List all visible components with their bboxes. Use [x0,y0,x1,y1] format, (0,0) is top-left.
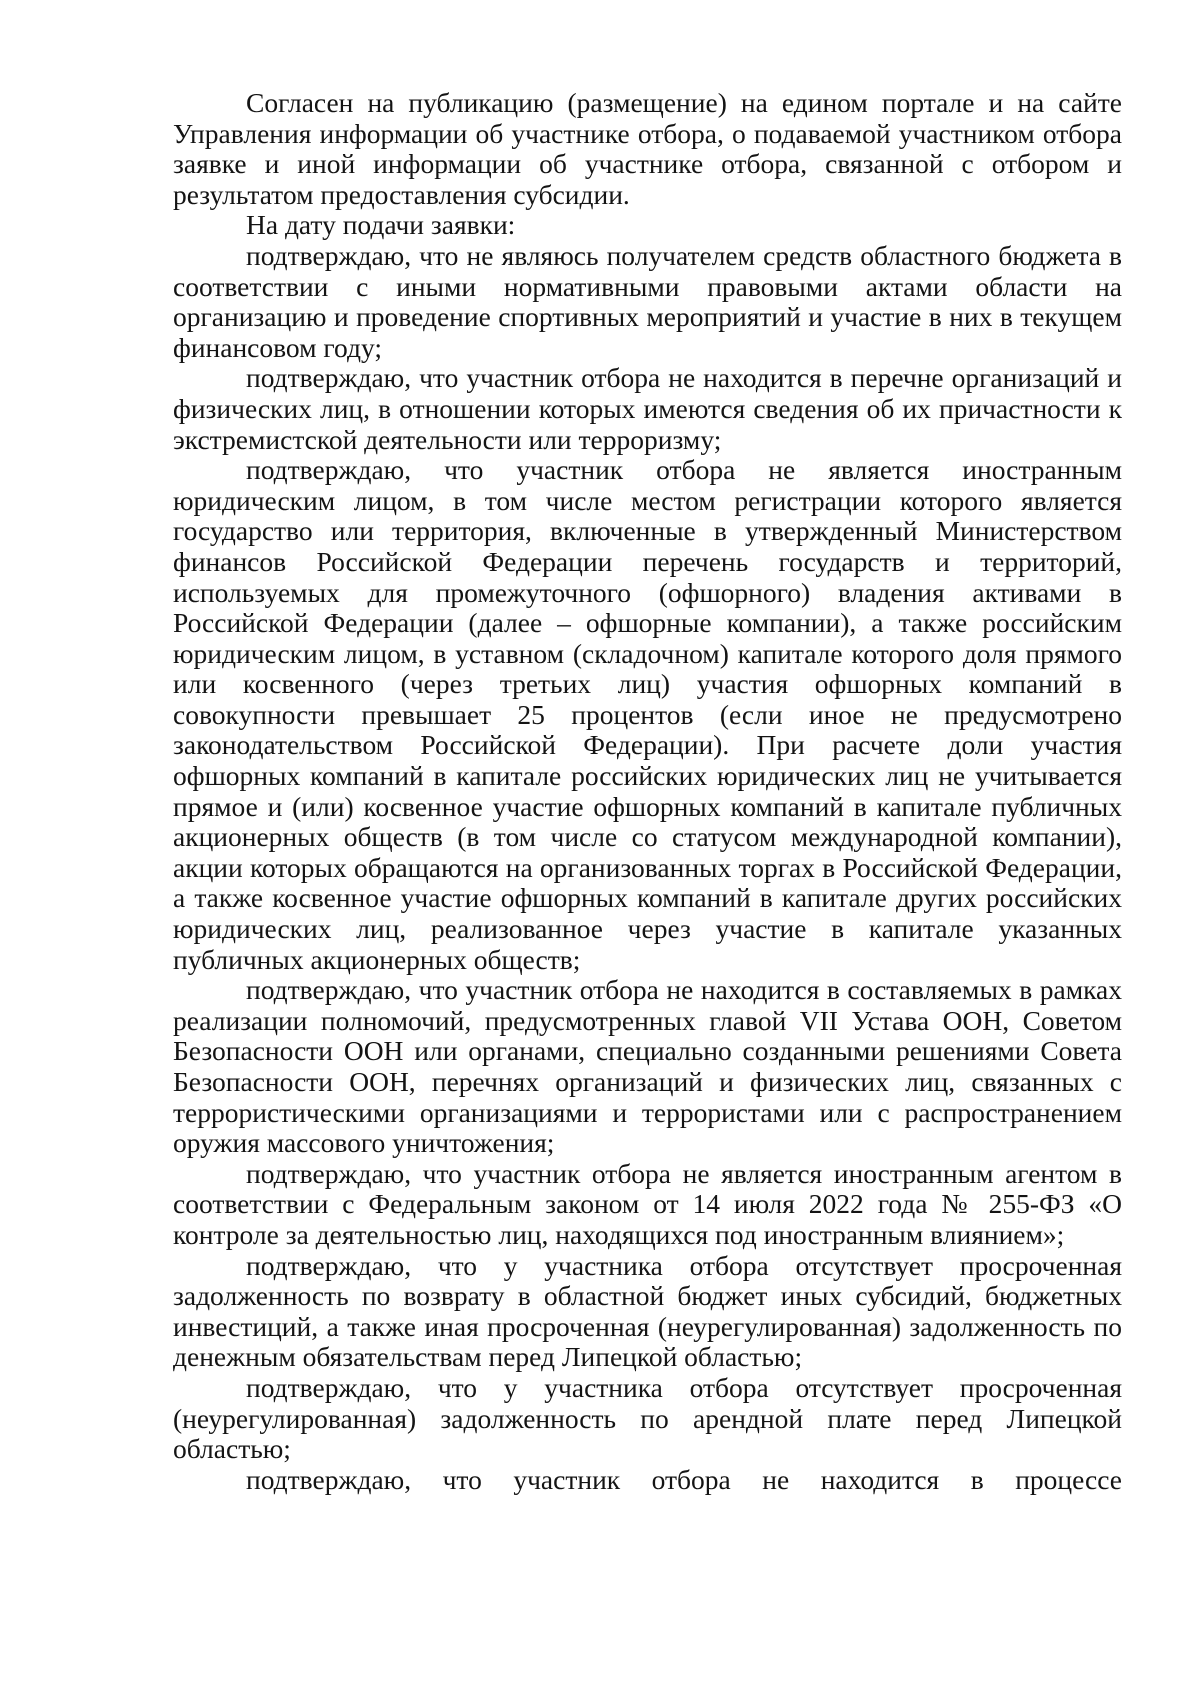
document-page [173,88,1122,1495]
confirmation-paragraph-continued: подтверждаю, что участник отбора не находится в процессе [246,1463,1122,1495]
application-date-heading: На дату подачи заявки: [246,209,516,241]
confirmation-paragraph: подтверждаю, что участник отбора не является иностранным юридическим лицом, в том числе местом регистрации которого является государство или территория, включенные в утвержденный Министерством финансов Российской Федерации перечень государств и территорий, используемых для промежуточного (офшорного) владения активами в Российской Федерации (далее – офшорные компании), а также российским юридическим лицом, в уставном (складочном) капитале которого доля прямого или косвенного (через третьих лиц) участия офшорных компаний в совокупности превышает 25 процентов (если иное не предусмотрено законодательством Российской Федерации). При расчете доли участия офшорных компаний в капитале российских юридических лиц не учитывается прямое и (или) косвенное участие офшорных компаний в капитале публичных акционерных обществ (в том числе со статусом международной компании), акции которых обращаются на организованных торгах в Российской Федерации, а также косвенное участие офшорных компаний в капитале других российских юридических лиц, реализованное через участие в капитале указанных публичных акционерных обществ; [173,454,1122,975]
confirmation-paragraph: подтверждаю, что участник отбора не находится в составляемых в рамках реализации полномочий, предусмотренных главой VII Устава ООН, Советом Безопасности ООН или органами, специально созданными решениями Совета Безопасности ООН, перечнях организаций и физических лиц, связанных с террористическими организациями и террористами или с распространением оружия массового уничтожения; [173,974,1122,1159]
consent-paragraph: Согласен на публикацию (размещение) на едином портале и на сайте Управления информации об участнике отбора, о подаваемой участником отбора заявке и иной информации об участнике отбора, связанной с отбором и результатом предоставления субсидии. [173,87,1122,210]
confirmation-paragraph: подтверждаю, что у участника отбора отсутствует просроченная (неурегулированная) задолженность по арендной плате перед Липецкой областью; [173,1371,1122,1465]
confirmation-paragraph: подтверждаю, что не являюсь получателем средств областного бюджета в соответствии с иными нормативными правовыми актами области на организацию и проведение спортивных мероприятий и участие в них в текущем финансовом году; [173,239,1122,363]
confirmation-paragraph: подтверждаю, что участник отбора не находится в перечне организаций и физических лиц, в отношении которых имеются сведения об их причастности к экстремистской деятельности или терроризму; [173,362,1122,455]
confirmation-paragraph: подтверждаю, что участник отбора не является иностранным агентом в соответствии с Федеральным законом от 14 июля 2022 года № 255-ФЗ «О контроле за деятельностью лиц, находящихся под иностранным влиянием»; [173,1157,1122,1250]
confirmation-paragraph: подтверждаю, что у участника отбора отсутствует просроченная задолженность по возврату в областной бюджет иных субсидий, бюджетных инвестиций, а также иная просроченная (неурегулированная) задолженность по денежным обязательствам перед Липецкой областью; [173,1249,1122,1373]
